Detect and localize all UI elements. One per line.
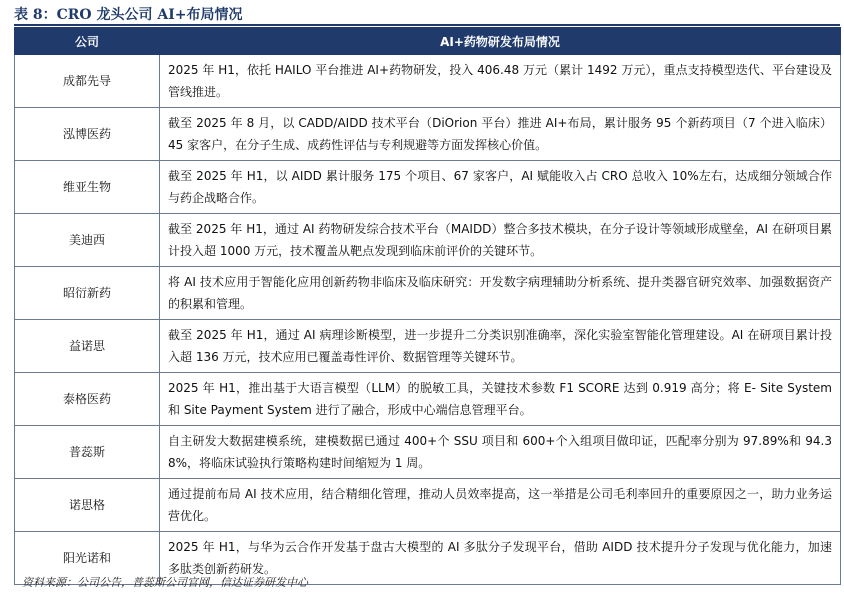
company-cell: 阳光诺和 xyxy=(15,532,160,585)
title-rule xyxy=(14,24,840,26)
table-title: 表 8：CRO 龙头公司 AI+布局情况 xyxy=(14,7,243,23)
cro-ai-table xyxy=(14,27,841,585)
description-cell: 截至 2025 年 H1，通过 AI 病理诊断模型，进一步提升二分类识别准确率，深化实验室智能化管理建设。AI 在研项目累计投入超 136 万元，技术应用已覆盖毒性评价、数据管理等关键环节。 xyxy=(160,320,841,373)
company-cell: 普蕊斯 xyxy=(15,426,160,479)
table-row xyxy=(15,55,841,108)
description-cell: 将 AI 技术应用于智能化应用创新药物非临床及临床研究：开发数字病理辅助分析系统、提升类器官研究效率、加强数据资产的积累和管理。 xyxy=(160,267,841,320)
table-row xyxy=(15,161,841,214)
header-company: 公司 xyxy=(15,28,160,55)
company-cell: 美迪西 xyxy=(15,214,160,267)
company-cell: 成都先导 xyxy=(15,55,160,108)
company-cell: 益诺思 xyxy=(15,320,160,373)
table-row xyxy=(15,373,841,426)
header-ai-layout: AI+药物研发布局情况 xyxy=(160,28,841,55)
description-cell: 通过提前布局 AI 技术应用，结合精细化管理，推动人员效率提高，这一举措是公司毛利率回升的重要原因之一，助力业务运营优化。 xyxy=(160,479,841,532)
table-row xyxy=(15,108,841,161)
company-cell: 维亚生物 xyxy=(15,161,160,214)
company-cell: 诺思格 xyxy=(15,479,160,532)
description-cell: 截至 2025 年 8 月，以 CADD/AIDD 技术平台（DiOrion 平台）推进 AI+布局，累计服务 95 个新药项目（7 个进入临床）45 家客户，在分子生成、成药性评估与专利规避等方面发挥核心价值。 xyxy=(160,108,841,161)
company-cell: 昭衍新药 xyxy=(15,267,160,320)
table-header-row xyxy=(15,28,841,55)
table-row xyxy=(15,479,841,532)
description-cell: 2025 年 H1，与华为云合作开发基于盘古大模型的 AI 多肽分子发现平台，借助 AIDD 技术提升分子发现与优化能力，加速多肽类创新药研发。 xyxy=(160,532,841,585)
table-row xyxy=(15,426,841,479)
description-cell: 自主研发大数据建模系统，建模数据已通过 400+个 SSU 项目和 600+个入组项目做印证，匹配率分别为 97.89%和 94.38%，将临床试验执行策略构建时间缩短为 1 周。 xyxy=(160,426,841,479)
table-row xyxy=(15,320,841,373)
company-cell: 泓博医药 xyxy=(15,108,160,161)
description-cell: 截至 2025 年 H1，以 AIDD 累计服务 175 个项目、67 家客户，AI 赋能收入占 CRO 总收入 10%左右，达成细分领域合作与药企战略合作。 xyxy=(160,161,841,214)
company-cell: 泰格医药 xyxy=(15,373,160,426)
description-cell: 2025 年 H1，推出基于大语言模型（LLM）的脱敏工具，关键技术参数 F1 SCORE 达到 0.919 高分；将 E- Site System 和 Site Payment System 进行了融合，形成中心端信息管理平台。 xyxy=(160,373,841,426)
source-note: 资料来源：公司公告，普蕊斯公司官网，信达证券研发中心 xyxy=(22,576,308,589)
table-row xyxy=(15,214,841,267)
table-row xyxy=(15,267,841,320)
description-cell: 2025 年 H1，依托 HAILO 平台推进 AI+药物研发，投入 406.48 万元（累计 1492 万元），重点支持模型迭代、平台建设及管线推进。 xyxy=(160,55,841,108)
description-cell: 截至 2025 年 H1，通过 AI 药物研发综合技术平台（MAIDD）整合多技术模块，在分子设计等领域形成壁垒，AI 在研项目累计投入超 1000 万元，技术覆盖从靶点发现到临床前评价的关键环节。 xyxy=(160,214,841,267)
